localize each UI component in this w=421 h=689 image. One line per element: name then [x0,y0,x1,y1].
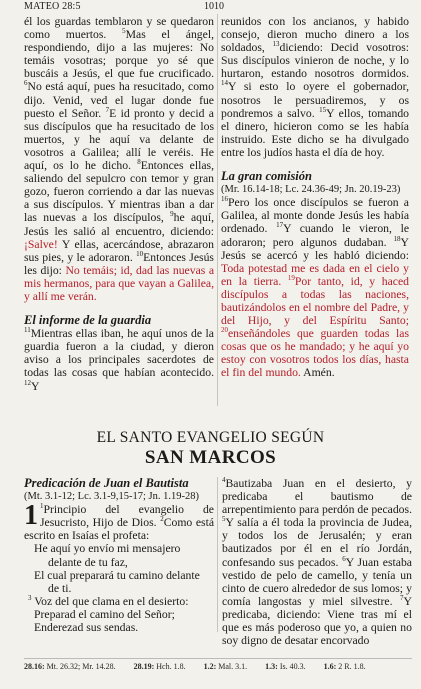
words-of-jesus: enseñándoles que guarden todas las cosas que os he mandado; y he aquí yo estoy con vosotros todos los días, hasta el fin del mundo. [221,327,409,380]
words-of-jesus: Por tanto, id, y haced discípulos a todas las naciones, [221,274,410,301]
footnote: 28.19: Hch. 1.8. [133,662,186,671]
marcos-passage: $^4$Bautizaba Juan en el desierto, y predicaba el bautismo de arrepentimiento para perdón de pecados. $^5$Y salía a él toda la provincia de Judea, y todos los de Jerusalén; y eran bautizados por él en el río Jordán, confesando sus pecados. $^6$Y Juan estaba vestido de pelo de camello, y tenía un cinto de cuero alrededor de sus lomos; y comía langostas y miel silvestre. $^7$Y predicaba, diciendo: Viene tras mí el que es más poderoso que yo, a quien no soy digno de desatar encorvado [222,476,412,648]
cross-reference: (Mt. 3.1-12; Lc. 3.1-9,15-17; Jn. 1.19-28) [24,491,199,503]
marcos-right-column [222,477,412,647]
marcos-opening: 1 $^1$Principio del evangelio de Jesucristo, Hijo de Dios. $^2$Como está escrito en Isaías el profeta: [24,500,215,543]
page-number: 1010 [204,1,224,12]
marcos-left-column [24,477,214,634]
poetry-line: El cual preparará tu camino delante [34,568,200,582]
right-column [221,15,409,380]
section-heading: Predicación de Juan el Bautista [24,476,189,490]
mateo-passage-cont: reunidos con los ancianos, y habido consejo, dieron mucho dinero a los soldados, $^{13}$diciendo: Decid vosotros: Sus discípulos vinieron de noche, y lo hurtaron, estando nosotros dormidos. $^{14}$Y si esto lo oyere el gobernador, nosotros le persuadiremos, y os pondremos a salvo. $^{15}$Y ellos, tomando el dinero, hicieron como se les había instruido. Este dicho se ha divulgado entre los judíos hasta el día de hoy. [221,15,410,159]
footnote: 1.3: Is. 40.3. [265,662,306,671]
guard-report-passage: $^{11}$Mientras ellas iban, he aquí unos de la guardia fueron a la ciudad, y dieron aviso a los principales sacerdotes de todas las cosas que habían acontecido. $^{12}$Y [24,326,214,393]
words-of-jesus: bautizándolos en el nombre del Padre, y del Hijo, y del Espíritu Santo; [221,300,409,328]
footnote: 1.2: Mal. 3.1. [203,662,248,671]
poetry-line: delante de tu faz, [48,555,128,569]
poetry-line: Preparad el camino del Señor; [34,607,175,621]
footnote: 28.16: Mt. 26.32; Mr. 14.28. [24,662,116,671]
section-heading: El informe de la guardia [24,313,152,328]
footnotes [24,658,412,671]
book-title-line1: EL SANTO EVANGELIO SEGÚN [96,429,325,446]
column-divider [217,14,218,406]
mateo-passage: él los guardas temblaron y se quedaron como muertos. $^5$Mas el ángel, respondiendo, dijo a las mujeres: No temáis vosotras; porque yo sé que buscáis a Jesús, el que fue crucificado. $^6$No está aquí, pues ha resucitado, como dijo. Venid, ved el lugar donde fue puesto el Señor. $^7$E id pronto y decid a sus discípulos que ha resucitado de los muertos, y he aquí va delante de vosotros a Galilea; allí le veréis. He aquí, os lo he dicho. $^8$Entonces ellas, saliendo del sepulcro con temor y gran gozo, fueron corriendo a dar las nuevas a sus discípulos. Y mientras iban a dar las nuevas a los discípulos, $^9$he aquí, Jesús les salió al encuentro, diciendo: ¡Salve! Y ellas, acercándose, abrazaron sus pies, y le adoraron. $^{10}$Entonces Jesús les dijo: No temáis; id, dad las nuevas a mis hermanos, para que vayan a Galilea, y allí me verán. [24,15,215,303]
poetry-line: Enderezad sus sendas. [34,621,139,635]
poetry-line: de ti. [48,581,72,595]
header-reference: MATEO 28:5 [24,1,81,12]
cross-reference: (Mr. 16.14-18; Lc. 24.36-49; Jn. 20.19-23) [221,184,401,196]
running-header [24,1,411,15]
words-of-jesus: No temáis; id, dad las nuevas a mis hermanos, para que vayan a Galilea, y allí me verán. [24,263,215,303]
left-column [24,15,214,393]
chapter-number: 1 [24,500,38,532]
section-heading: La gran comisión [221,169,312,184]
words-of-jesus: ¡Salve! [24,237,58,251]
column-divider [217,477,218,632]
words-of-jesus: Toda potestad me es dada en el cielo y en la tierra. [221,261,409,288]
footnote: 1.6: 2 R. 1.8. [323,662,366,671]
great-commission-passage: $^{16}$Pero los once discípulos se fueron a Galilea, al monte donde Jesús les había ordenado. $^{17}$Y cuando le vieron, le adoraron; pero algunos dudaban. $^{18}$Y Jesús se acercó y les habló diciendo: Toda potestad me es dada en el cielo y en la tierra. $^{19}$Por tanto, id, y haced discípulos a todas las naciones, bautizándolos en el nombre del Padre, y del Hijo, y del Espíritu Santo; $^{20}$enseñándoles que guarden todas las cosas que os he mandado; y he aquí yo estoy con vosotros todos los días, hasta el fin del mundo. Amén. [221,195,410,380]
poetry-line: $^3$ Voz del que clama en el desierto: [28,593,189,608]
poetry-line: He aquí yo envío mi mensajero [34,542,181,556]
book-title-line2: SAN MARCOS [144,447,277,468]
